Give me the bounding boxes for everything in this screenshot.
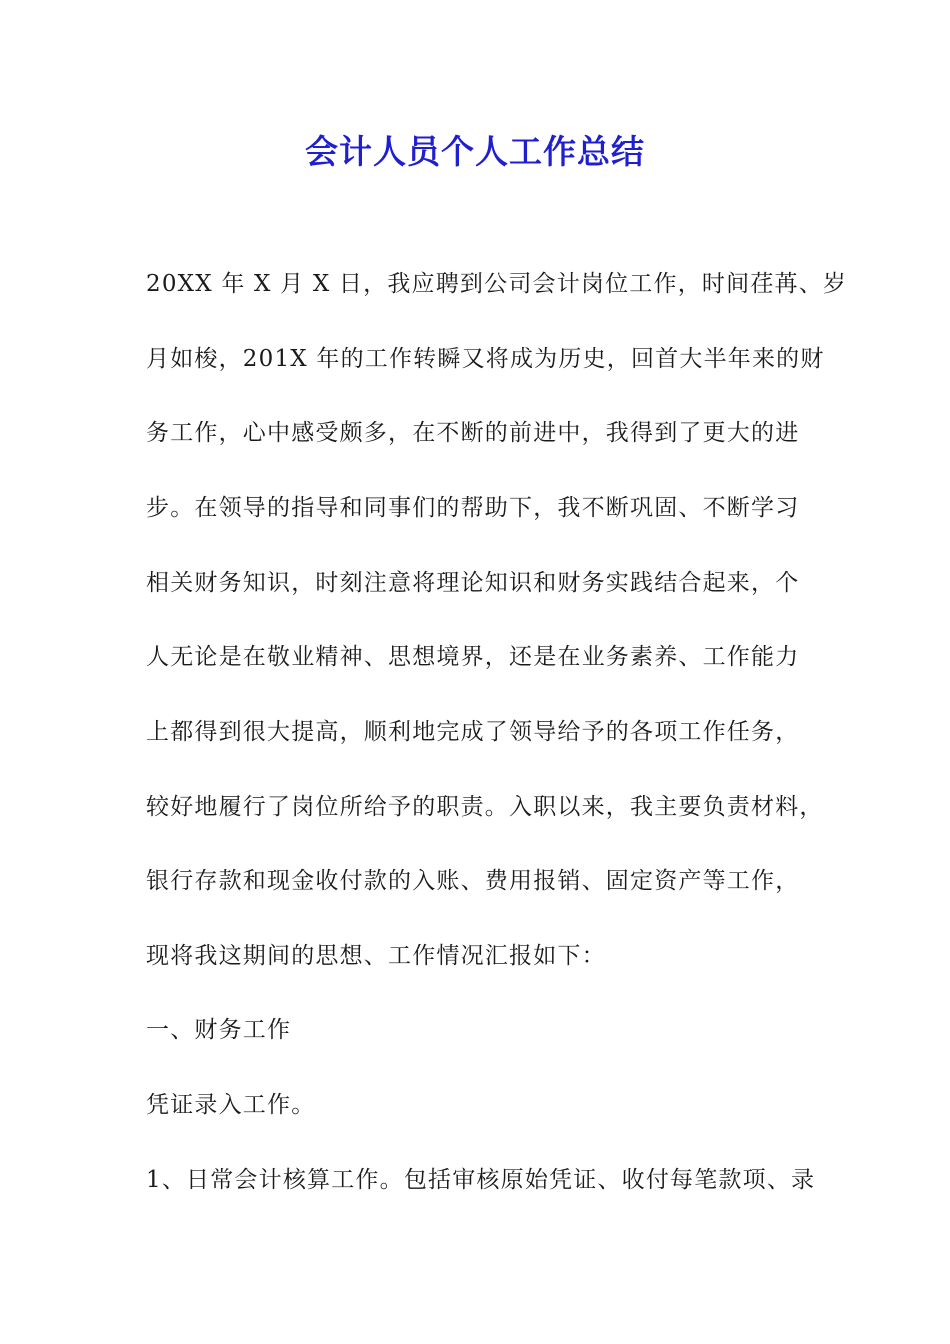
subsection-heading: 凭证录入工作。 xyxy=(146,1092,316,1118)
paragraph-line-10: 现将我这期间的思想、工作情况汇报如下： xyxy=(146,943,606,969)
paragraph-line-9: 银行存款和现金收付款的入账、费用报销、固定资产等工作， xyxy=(146,868,800,894)
paragraph-line-6: 人无论是在敬业精神、思想境界，还是在业务素养、工作能力 xyxy=(146,644,800,670)
list-item-1: 1、日常会计核算工作。包括审核原始凭证、收付每笔款项、录 xyxy=(146,1167,816,1193)
document-title: 会计人员个人工作总结 xyxy=(305,132,645,171)
paragraph-line-3: 务工作，心中感受颇多，在不断的前进中，我得到了更大的进 xyxy=(146,420,800,446)
paragraph-line-5: 相关财务知识，时刻注意将理论知识和财务实践结合起来，个 xyxy=(146,570,800,596)
paragraph-line-8: 较好地履行了岗位所给予的职责。入职以来，我主要负责材料， xyxy=(146,794,824,820)
paragraph-line-1: 20XX 年 X 月 X 日，我应聘到公司会计岗位工作，时间荏苒、岁 xyxy=(146,271,848,297)
section-heading: 一、财务工作 xyxy=(146,1017,292,1043)
paragraph-line-2: 月如梭，201X 年的工作转瞬又将成为历史，回首大半年来的财 xyxy=(146,346,825,372)
paragraph-line-4: 步。在领导的指导和同事们的帮助下，我不断巩固、不断学习 xyxy=(146,495,800,521)
paragraph-line-7: 上都得到很大提高，顺利地完成了领导给予的各项工作任务， xyxy=(146,719,800,745)
